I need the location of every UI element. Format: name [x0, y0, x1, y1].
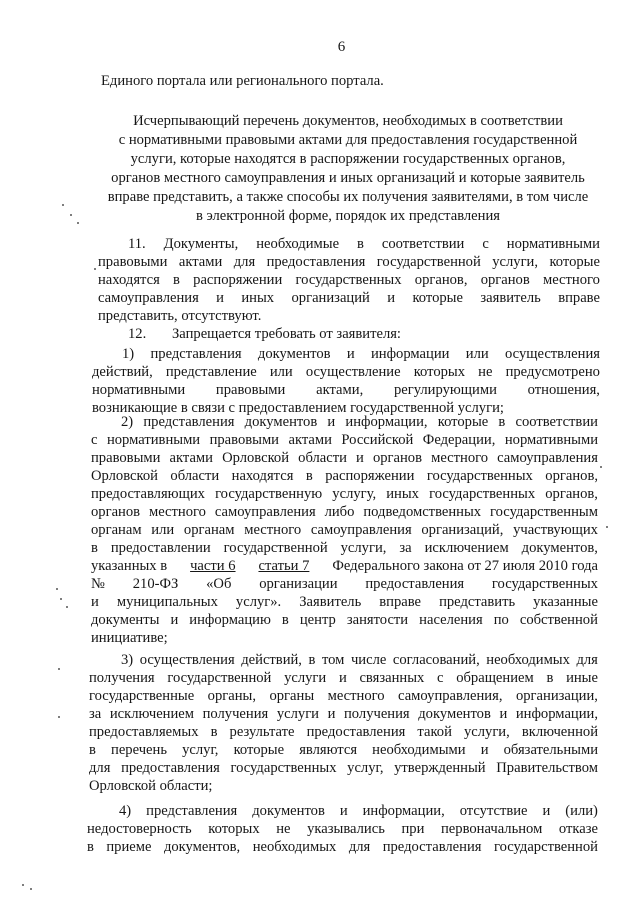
word: самоуправления	[98, 290, 199, 306]
word: указывались	[307, 821, 385, 837]
item-3-line: Орловской области;	[89, 778, 213, 794]
scan-speck	[70, 214, 72, 216]
word: №	[91, 576, 105, 592]
word: информации	[370, 346, 450, 362]
word: или	[465, 346, 489, 362]
word: исключением	[109, 706, 194, 722]
section-heading-line: услуги, которые находятся в распоряжении государственных органов,	[130, 151, 566, 167]
word: в	[173, 272, 180, 288]
word: в	[87, 839, 94, 855]
paragraph-12-lead: Запрещается требовать от заявителя:	[172, 326, 401, 342]
word: указанные	[533, 594, 598, 610]
word: в	[305, 468, 313, 484]
word: правовыми	[209, 432, 279, 448]
item-2-line	[91, 611, 598, 629]
item-3-line	[89, 669, 598, 687]
paragraph-11-line	[98, 271, 600, 289]
word: при	[401, 821, 425, 837]
word: для	[576, 652, 598, 668]
item-4-line	[87, 820, 598, 838]
word: государственной	[493, 839, 598, 855]
item-2-line	[91, 467, 598, 485]
word: которые	[233, 742, 285, 758]
scan-speck	[22, 884, 24, 886]
word: органам	[91, 522, 142, 538]
word: государственных	[491, 576, 598, 592]
word: и	[216, 290, 224, 306]
word: получения	[202, 706, 269, 722]
word: заявитель	[480, 290, 541, 306]
section-heading-line: органов местного самоуправления и иных организаций и которые заявитель	[111, 170, 585, 186]
word: предоставлении	[110, 540, 211, 556]
word: информацию	[189, 612, 271, 628]
top-line: Единого портала или регионального портала.	[101, 73, 384, 89]
word: соответствии	[515, 414, 598, 430]
word: представить	[439, 594, 516, 610]
word: и	[170, 612, 179, 628]
item-2-reference-line	[91, 557, 598, 575]
item-3-line	[89, 723, 598, 741]
word: с	[91, 432, 98, 448]
word: правовыми	[215, 382, 286, 398]
word: органов	[372, 450, 422, 466]
word: занятости	[346, 612, 409, 628]
word: документов	[244, 414, 318, 430]
word: актами	[288, 432, 332, 448]
word: и	[480, 742, 489, 758]
scan-speck	[600, 466, 602, 468]
word: самоуправления	[497, 450, 598, 466]
word: 11.	[128, 236, 146, 252]
word: органов,	[414, 272, 468, 288]
word: актами	[169, 450, 213, 466]
word: местного	[327, 688, 385, 704]
word: которые	[549, 254, 600, 270]
word: утвержденный	[394, 760, 486, 776]
law-article-link[interactable]: статьи 7	[258, 558, 310, 574]
word: представление	[165, 364, 257, 380]
word: необходимых	[252, 839, 337, 855]
word: первоначальном	[440, 821, 543, 837]
word: том	[321, 652, 345, 668]
word: находятся	[231, 468, 294, 484]
word: осуществления	[139, 652, 235, 668]
word: актами	[178, 254, 223, 270]
word: органов	[480, 272, 530, 288]
item-2-line	[91, 431, 598, 449]
word: для	[89, 760, 111, 776]
word: предоставления	[121, 760, 220, 776]
word: которые	[412, 290, 463, 306]
word: органы	[269, 688, 315, 704]
word: государственной	[167, 670, 272, 686]
word: предоставления	[382, 839, 482, 855]
word: информации,	[362, 803, 445, 819]
word: по	[493, 612, 509, 628]
word: которых	[413, 364, 466, 380]
paragraph-11-line	[98, 253, 600, 271]
word: «Об	[206, 576, 232, 592]
word: предоставления	[365, 576, 465, 592]
word: услугу,	[332, 486, 377, 502]
word: осуществления	[505, 346, 600, 362]
word: и	[356, 450, 364, 466]
word: для	[348, 839, 371, 855]
paragraph-11-line	[98, 289, 600, 307]
word: или	[269, 364, 293, 380]
word: согласований,	[392, 652, 480, 668]
word: в	[210, 724, 218, 740]
item-2-line	[91, 521, 598, 539]
word: организации	[259, 576, 338, 592]
word: в	[357, 236, 364, 252]
word: собственной	[519, 612, 598, 628]
word: и	[387, 290, 396, 306]
word: и	[338, 670, 347, 686]
item-2-line	[91, 593, 598, 611]
word: регулирующими	[393, 382, 497, 398]
word: получения	[344, 706, 410, 722]
scan-speck	[56, 588, 58, 590]
item-1-line: возникающие в связи с предоставлением государственной услуги;	[92, 400, 504, 416]
word: с	[437, 670, 444, 686]
word: государственных	[426, 468, 533, 484]
word: предоставления	[306, 724, 406, 740]
word: государственных	[295, 272, 402, 288]
word: в	[281, 612, 289, 628]
word: услуги	[284, 670, 327, 686]
word: необходимые	[256, 236, 340, 252]
word: представления	[150, 346, 242, 362]
law-part-link[interactable]: части 6	[190, 558, 236, 574]
word: нормативными	[106, 432, 201, 448]
word: действий,	[241, 652, 302, 668]
word: государственным	[490, 504, 598, 520]
word: органам	[183, 522, 235, 538]
word: услуги,	[463, 724, 510, 740]
item-2-line: инициативе;	[91, 630, 168, 646]
word: местного	[431, 450, 489, 466]
word: организаций,	[421, 522, 504, 538]
word: подведомственных	[363, 504, 482, 520]
word: перечень	[111, 742, 167, 758]
item-2-line	[121, 413, 598, 431]
word: представления	[143, 414, 235, 430]
word: организаций	[291, 290, 370, 306]
word: за	[89, 706, 102, 722]
paragraph-12-number: 12.	[128, 326, 147, 342]
word: действий,	[92, 364, 153, 380]
word: Орловской	[222, 450, 290, 466]
scan-speck	[30, 888, 32, 890]
word: населения	[419, 612, 483, 628]
paragraph-11-line: представить, отсутствуют.	[98, 308, 262, 324]
word: результате	[229, 724, 295, 740]
word: иных	[386, 486, 419, 502]
word: нормативными	[504, 432, 598, 448]
word: такой	[417, 724, 452, 740]
word: необходимых	[486, 652, 570, 668]
word: органов	[91, 504, 141, 520]
word: организации,	[515, 688, 598, 704]
word: органы,	[207, 688, 256, 704]
word: информации,	[345, 414, 428, 430]
scan-speck	[58, 668, 60, 670]
word: самоуправления	[310, 522, 412, 538]
section-heading-line: Исчерпывающий перечень документов, необходимых в соответствии	[133, 113, 563, 129]
scan-speck	[77, 222, 79, 224]
word: или	[151, 522, 175, 538]
word: центр	[299, 612, 336, 628]
word: которые	[437, 414, 489, 430]
word: либо	[324, 504, 355, 520]
item-4-line	[119, 802, 598, 820]
word: услуг,	[347, 760, 384, 776]
word: и	[542, 803, 551, 819]
word: являются	[299, 742, 358, 758]
word: представления	[146, 803, 238, 819]
paragraph-11-line	[128, 235, 600, 253]
item-3-line	[89, 759, 598, 777]
word: обязательными	[503, 742, 598, 758]
word: услуги,	[492, 254, 539, 270]
word: нормативными	[92, 382, 186, 398]
item-2-line	[91, 575, 598, 593]
word: включенной	[521, 724, 598, 740]
word: приеме	[106, 839, 152, 855]
word: участвующих	[513, 522, 598, 538]
word: муниципальных	[116, 594, 218, 610]
word: в	[498, 414, 506, 430]
word: 1)	[122, 346, 135, 362]
word: правовыми	[98, 254, 168, 270]
item-1-line	[92, 363, 600, 381]
word: для	[233, 254, 256, 270]
word: документов	[257, 346, 331, 362]
word: 2)	[121, 414, 134, 430]
word: соответствии	[381, 236, 465, 252]
word: органов,	[545, 486, 598, 502]
word: распоряжении	[193, 272, 283, 288]
word: отказе	[558, 821, 598, 837]
word: 4)	[119, 803, 132, 819]
word: Российской	[341, 432, 414, 448]
word: области	[298, 450, 347, 466]
scan-speck	[94, 268, 96, 270]
word: числе	[350, 652, 387, 668]
word: государственные	[89, 688, 195, 704]
word: услуг».	[235, 594, 282, 610]
word: услуги,	[340, 540, 387, 556]
word: обращением	[456, 670, 534, 686]
word: и	[339, 803, 348, 819]
word: с	[482, 236, 489, 252]
section-heading-line: вправе представить, а также способы их получения заявителями, в том числе	[107, 189, 589, 205]
scan-speck	[58, 716, 60, 718]
word: документов	[418, 706, 491, 722]
word: государственных	[230, 760, 337, 776]
word: в	[91, 540, 98, 556]
item-1-line	[122, 345, 600, 363]
reference-text: указанных в	[91, 558, 168, 574]
word: документов,	[163, 839, 241, 855]
word: области	[170, 468, 220, 484]
item-2-line	[91, 449, 598, 467]
word: за	[399, 540, 412, 556]
word: государственной	[376, 254, 481, 270]
word: недостоверность	[87, 821, 192, 837]
section-heading-line: в электронной форме, порядок их представления	[195, 208, 500, 224]
word: Федерации,	[422, 432, 496, 448]
word: предоставления	[266, 254, 366, 270]
section-heading-line: с нормативными правовыми актами для предоставления государственной	[118, 132, 578, 148]
word: актами,	[316, 382, 364, 398]
word: органов,	[545, 468, 598, 484]
word: в	[89, 742, 96, 758]
word: иные	[566, 670, 598, 686]
word: государственных	[429, 486, 536, 502]
word: и	[346, 346, 355, 362]
word: осуществление	[305, 364, 401, 380]
word: исключением	[424, 540, 509, 556]
word: Заявитель	[299, 594, 362, 610]
reference-text: Федерального закона от 27 июля 2010 года	[332, 558, 598, 574]
item-2-line	[91, 503, 598, 521]
word: документов	[252, 803, 325, 819]
word: распоряжении	[325, 468, 415, 484]
item-3-line	[89, 741, 598, 759]
word: отсутствие	[459, 803, 528, 819]
word: вправе	[379, 594, 422, 610]
word: необходимыми	[372, 742, 466, 758]
item-2-line	[91, 539, 598, 557]
word: самоуправления,	[398, 688, 503, 704]
word: Правительством	[496, 760, 598, 776]
item-2-line	[91, 485, 598, 503]
word: и	[499, 706, 508, 722]
item-3-line	[89, 687, 598, 705]
word: в	[546, 670, 554, 686]
item-3-line	[121, 651, 598, 669]
word: самоуправления	[214, 504, 316, 520]
word: в	[308, 652, 316, 668]
word: иных	[241, 290, 275, 306]
word: Документы,	[163, 236, 239, 252]
word: 210-ФЗ	[132, 576, 179, 592]
word: вправе	[558, 290, 600, 306]
word: не	[276, 821, 291, 837]
word: предоставляемых	[89, 724, 199, 740]
scan-speck	[62, 204, 64, 206]
word: не	[478, 364, 493, 380]
word: предоставляющих	[91, 486, 205, 502]
word: услуг,	[182, 742, 219, 758]
scan-speck	[60, 598, 62, 600]
word: информации,	[515, 706, 598, 722]
word: документов,	[521, 540, 598, 556]
word: связанных	[359, 670, 425, 686]
word: местного	[542, 272, 600, 288]
word: которых	[208, 821, 260, 837]
word: получения	[89, 670, 155, 686]
scan-speck	[606, 526, 608, 528]
scan-speck	[66, 606, 68, 608]
word: и	[327, 706, 336, 722]
item-1-line	[92, 381, 600, 399]
word: и	[327, 414, 336, 430]
word: местного	[148, 504, 206, 520]
word: предусмотрено	[505, 364, 600, 380]
word: и	[91, 594, 99, 610]
word: находятся	[98, 272, 160, 288]
word: 3)	[121, 652, 134, 668]
item-4-line	[87, 838, 598, 856]
page-number: 6	[337, 39, 346, 55]
word: государственной	[223, 540, 328, 556]
word: Орловской	[91, 468, 158, 484]
word: услуги	[276, 706, 319, 722]
word: государственную	[215, 486, 323, 502]
word: (или)	[565, 803, 598, 819]
word: нормативными	[506, 236, 600, 252]
item-3-line	[89, 705, 598, 723]
word: документы	[91, 612, 160, 628]
word: местного	[244, 522, 302, 538]
word: правовыми	[91, 450, 161, 466]
word: отношения,	[527, 382, 600, 398]
